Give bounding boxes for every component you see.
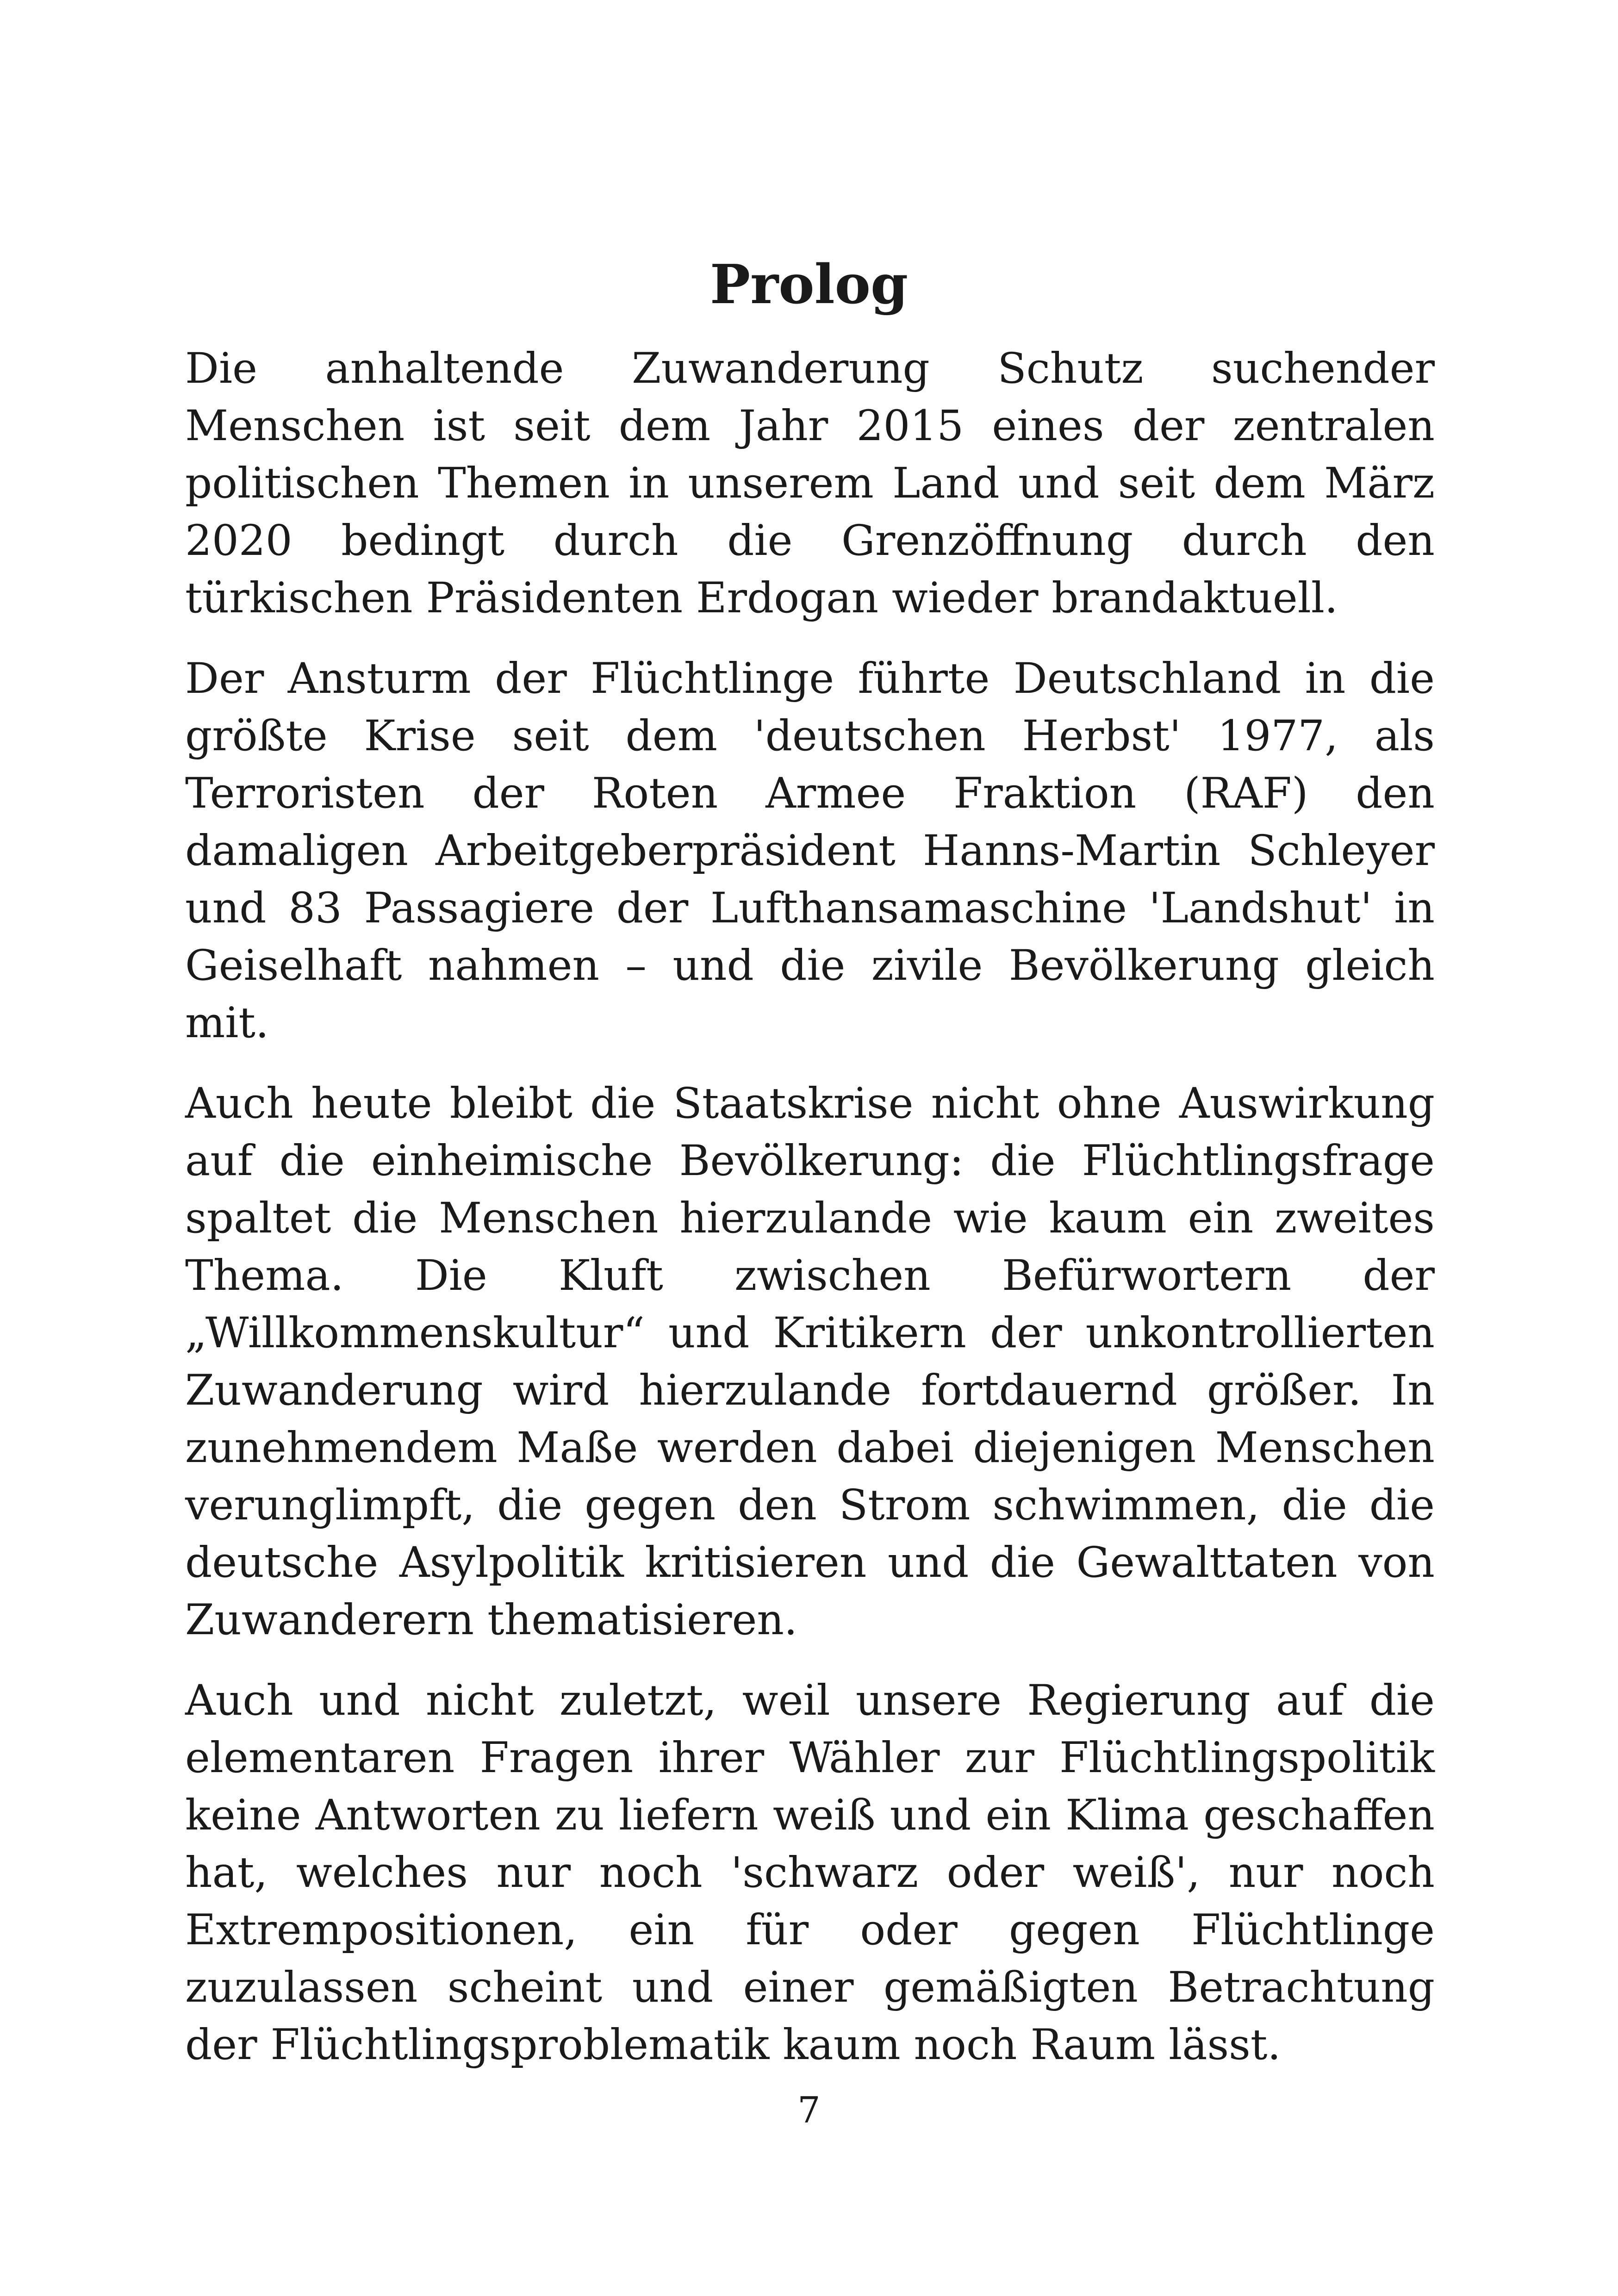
page-number: 7 [797, 2090, 821, 2131]
paragraph-1: Die anhaltende Zuwanderung Schutz suchender Menschen ist seit dem Jahr 2015 eines der zentralen politischen Themen in unserem Land und seit dem März 2020 bedingt durch die Grenzöffnung durch den türkischen Präsidenten Erdogan wieder brandaktuell. [185, 344, 1435, 622]
paragraph-2: Der Ansturm der Flüchtlinge führte Deutschland in die größte Krise seit dem 'deutschen Herbst' 1977, als Terroristen der Roten Armee Fraktion (RAF) den damaligen Arbeitgeberpräsident Hanns-Martin Schleyer und 83 Passagiere der Lufthansamaschine 'Landshut' in Geiselhaft nahmen – und die zivile Bevölkerung gleich mit. [185, 654, 1435, 1047]
paragraph-3: Auch heute bleibt die Staatskrise nicht ohne Auswirkung auf die einheimische Bevölkerung: die Flüchtlingsfrage spaltet die Menschen hierzulande wie kaum ein zweites Thema. Die Kluft zwischen Befürwortern der „Willkommenskultur“ und Kritikern der unkontrollierten Zuwanderung wird hierzulande fortdauernd größer. In zunehmendem Maße werden dabei diejenigen Menschen verunglimpft, die gegen den Strom schwimmen, die die deutsche Asylpolitik kritisieren und die Gewalttaten von Zuwanderern thematisieren. [185, 1079, 1435, 1644]
paragraph-4: Auch und nicht zuletzt, weil unsere Regierung auf die elementaren Fragen ihrer Wähler zur Flüchtlingspolitik keine Antworten zu liefern weiß und ein Klima geschaffen hat, welches nur noch 'schwarz oder weiß', nur noch Extrempositionen, ein für oder gegen Flüchtlinge zuzulassen scheint und einer gemäßigten Betrachtung der Flüchtlingsproblematik kaum noch Raum lässt. [185, 1676, 1435, 2069]
body-text [185, 340, 1435, 2097]
chapter-title: Prolog [709, 253, 909, 316]
